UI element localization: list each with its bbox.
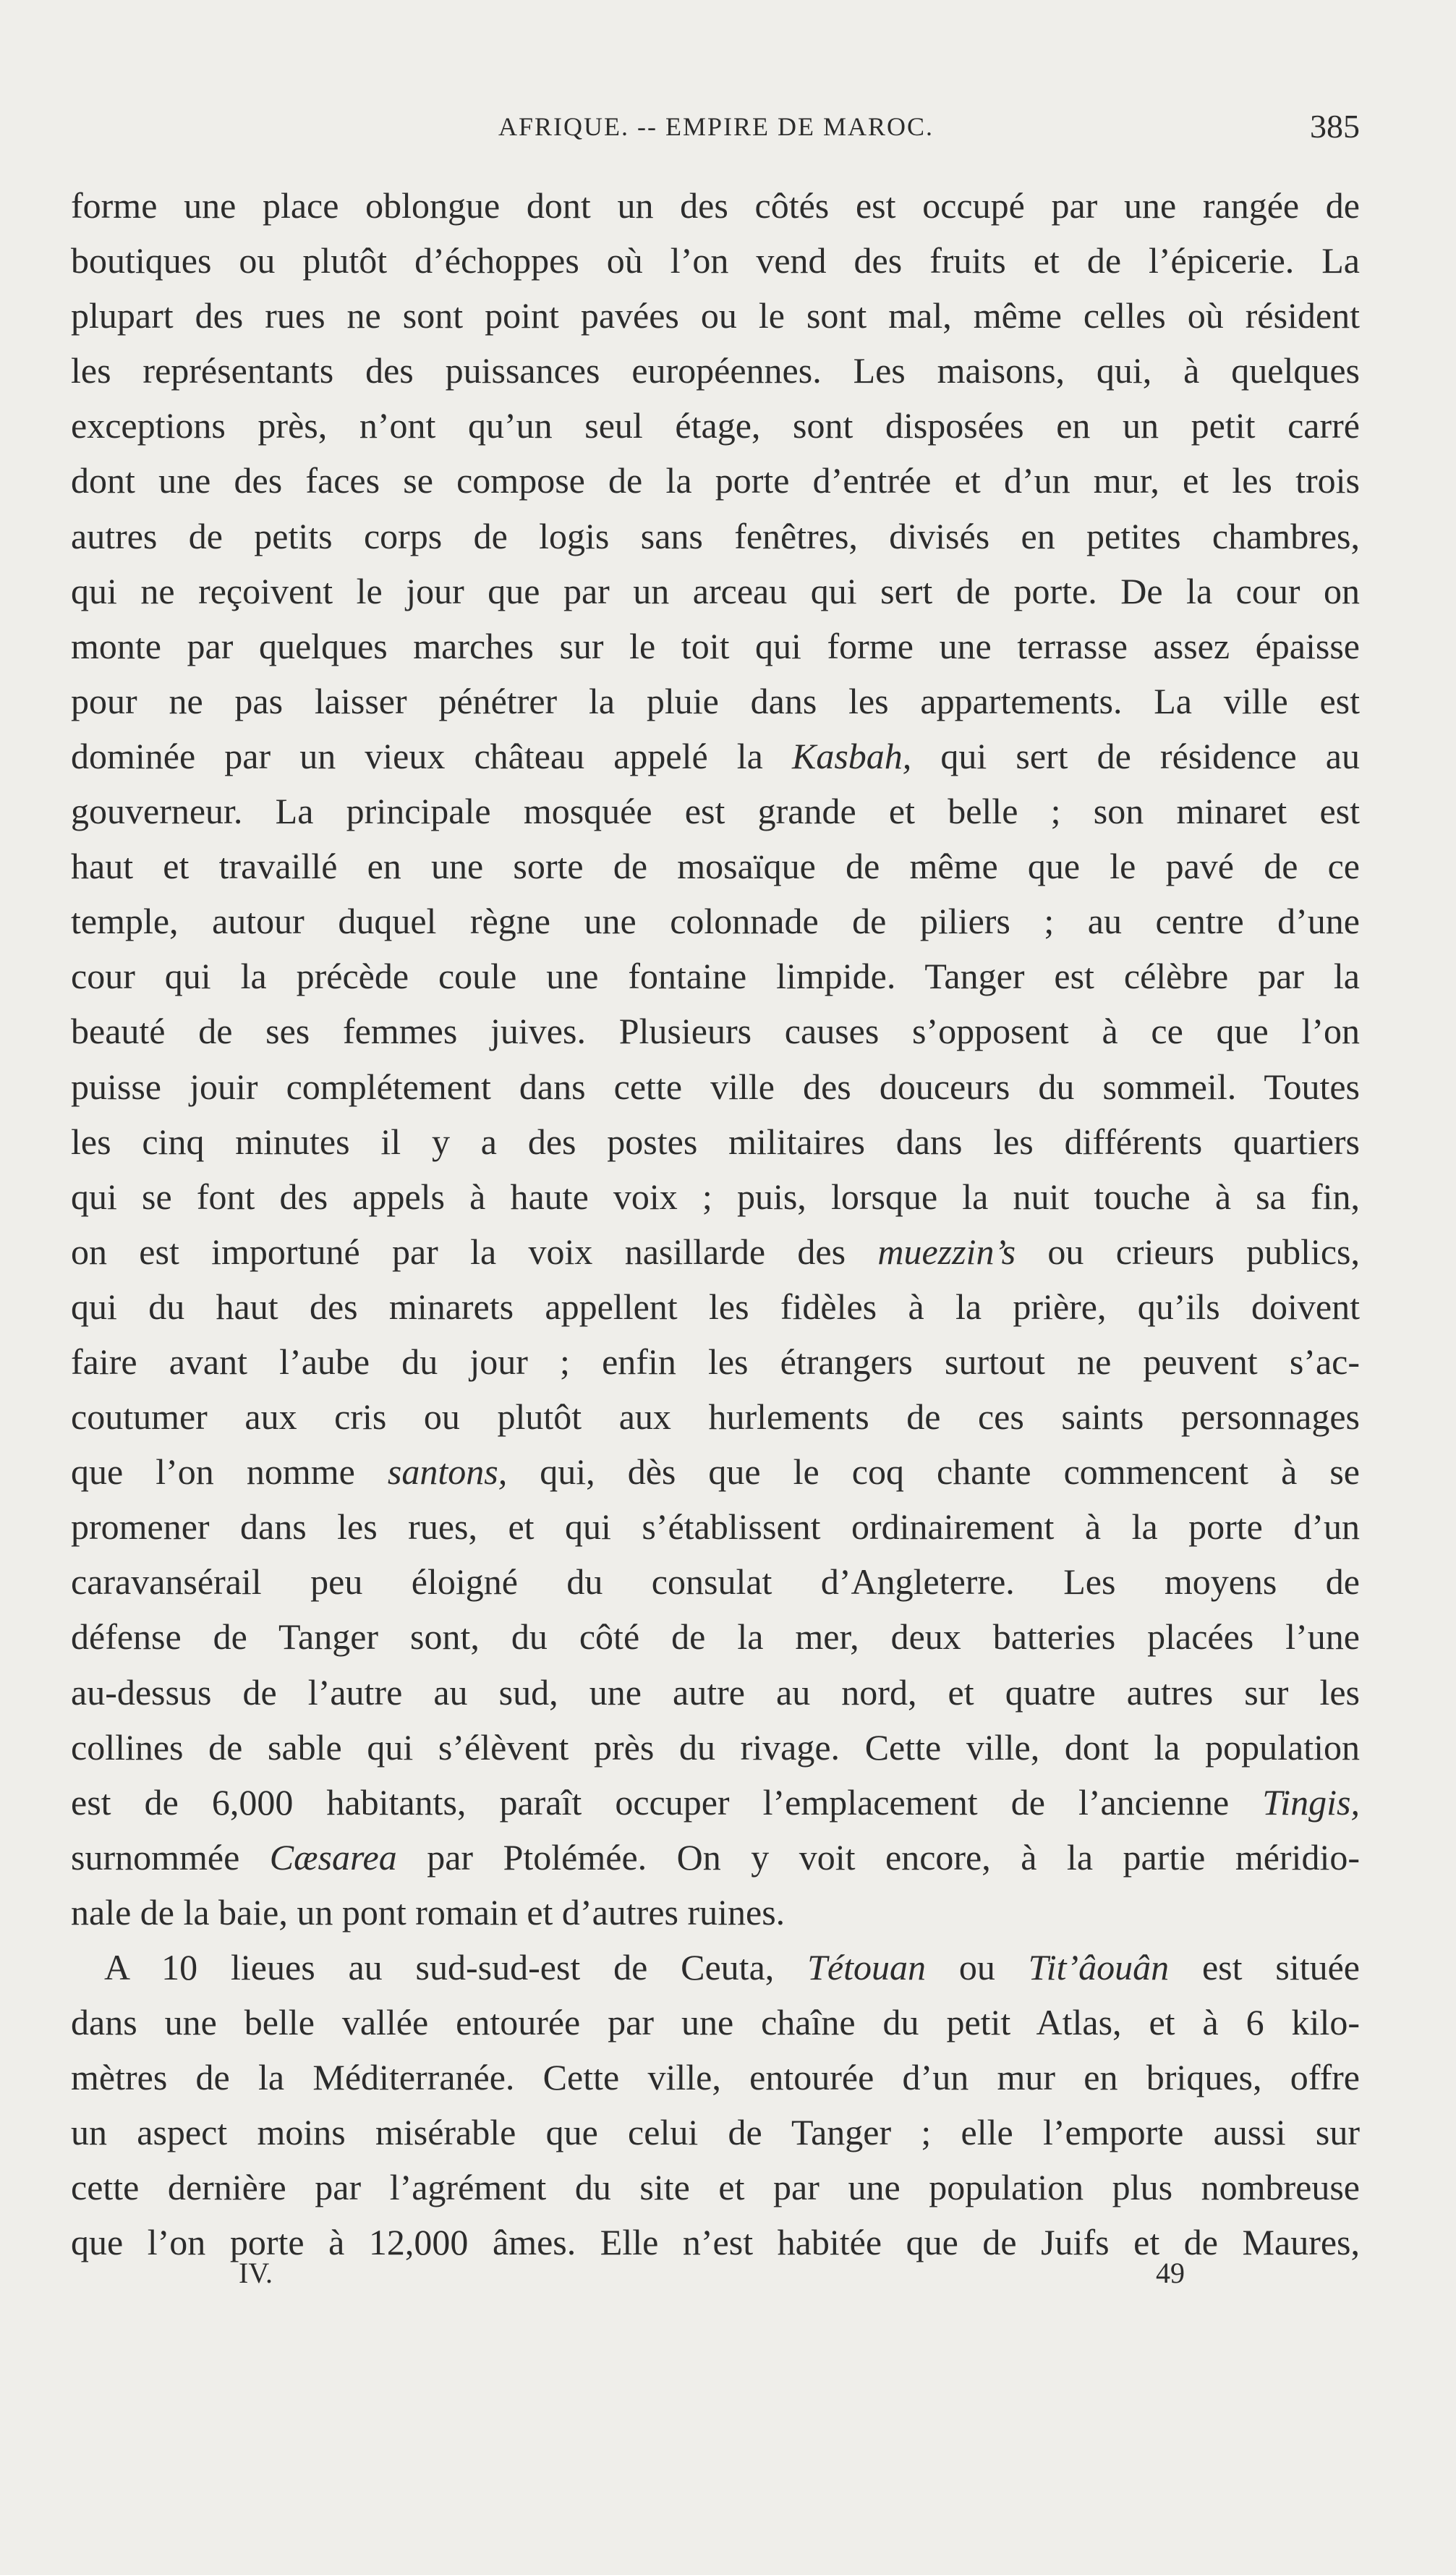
text-line: autres de petits corps de logis sans fenêtres, divisés en petites chambres,: [71, 515, 1360, 556]
text-line: dominée par un vieux château appelé la Kasbah, qui sert de résidence au: [71, 735, 1360, 776]
text-line: cette dernière par l’agrément du site et par une population plus nombreuse: [71, 2167, 1360, 2208]
text-line: on est importuné par la voix nasillarde des muezzin’s ou crieurs publics,: [71, 1231, 1360, 1272]
text-line: nale de la baie, un pont romain et d’autres ruines.: [71, 1891, 786, 1933]
text-line: forme une place oblongue dont un des côtés est occupé par une rangée de: [71, 185, 1360, 226]
text-line: A 10 lieues au sud-sud-est de Ceuta, Tétouan ou Tit’âouân est située: [104, 1947, 1360, 1988]
text-line: plupart des rues ne sont point pavées ou le sont mal, même celles où résident: [71, 295, 1360, 336]
text-line: un aspect moins misérable que celui de Tanger ; elle l’emporte aussi sur: [71, 2112, 1360, 2153]
italic-term: Kasbah,: [791, 735, 912, 776]
text-line: les représentants des puissances européennes. Les maisons, qui, à quelques: [71, 350, 1360, 391]
italic-term: Tétouan: [807, 1947, 926, 1988]
text-line: qui se font des appels à haute voix ; puis, lorsque la nuit touche à sa fin,: [71, 1176, 1360, 1217]
signature-mark: 49: [1156, 2257, 1185, 2289]
text-line: dans une belle vallée entourée par une chaîne du petit Atlas, et à 6 kilo-: [71, 2002, 1360, 2043]
text-line: temple, autour duquel règne une colonnade de piliers ; au centre d’une: [71, 901, 1360, 942]
text-line: puisse jouir complétement dans cette ville des douceurs du sommeil. Toutes: [71, 1066, 1360, 1107]
text-line: que l’on porte à 12,000 âmes. Elle n’est habitée que de Juifs et de Maures,: [71, 2222, 1360, 2263]
text-line: au-dessus de l’autre au sud, une autre au nord, et quatre autres sur les: [71, 1671, 1360, 1713]
text-line: gouverneur. La principale mosquée est grande et belle ; son minaret est: [71, 791, 1360, 832]
text-line: cour qui la précède coule une fontaine limpide. Tanger est célèbre par la: [71, 956, 1360, 997]
text-line: mètres de la Méditerranée. Cette ville, entourée d’un mur en briques, offre: [71, 2057, 1360, 2098]
text-line: boutiques ou plutôt d’échoppes où l’on vend des fruits et de l’épicerie. La: [71, 240, 1360, 281]
running-header: [72, 109, 1360, 152]
text-line: beauté de ses femmes juives. Plusieurs causes s’opposent à ce que l’on: [71, 1011, 1360, 1052]
text-line: coutumer aux cris ou plutôt aux hurlements de ces saints personnages: [71, 1396, 1360, 1438]
text-line: que l’on nomme santons, qui, dès que le coq chante commencent à se: [71, 1451, 1360, 1493]
text-line: dont une des faces se compose de la porte d’entrée et d’un mur, et les trois: [71, 460, 1360, 501]
text-line: pour ne pas laisser pénétrer la pluie dans les appartements. La ville est: [71, 680, 1360, 721]
italic-term: Tingis,: [1262, 1781, 1360, 1823]
text-line: promener dans les rues, et qui s’établissent ordinairement à la porte d’un: [71, 1506, 1360, 1548]
volume-number: IV.: [239, 2257, 273, 2289]
italic-term: Cæsarea: [269, 1836, 397, 1878]
text-line: est de 6,000 habitants, paraît occuper l’emplacement de l’ancienne Tingis,: [71, 1781, 1360, 1823]
text-line: qui du haut des minarets appellent les fidèles à la prière, qu’ils doivent: [71, 1286, 1360, 1327]
body-text: [71, 178, 1360, 2270]
italic-term: Tit’âouân: [1028, 1947, 1170, 1988]
text-line: les cinq minutes il y a des postes militaires dans les différents quartiers: [71, 1121, 1360, 1162]
text-line: surnommée Cæsarea par Ptolémée. On y voit encore, à la partie méridio-: [71, 1836, 1360, 1878]
page-number: 385: [1310, 108, 1360, 145]
text-line: qui ne reçoivent le jour que par un arceau qui sert de porte. De la cour on: [71, 570, 1360, 611]
text-line: caravansérail peu éloigné du consulat d’Angleterre. Les moyens de: [71, 1561, 1360, 1603]
running-title: AFRIQUE. -- EMPIRE DE MAROC.: [498, 112, 934, 141]
italic-term: santons,: [387, 1451, 508, 1493]
text-line: monte par quelques marches sur le toit qui forme une terrasse assez épaisse: [71, 625, 1360, 666]
page-footer: [72, 2252, 1302, 2295]
text-line: faire avant l’aube du jour ; enfin les étrangers surtout ne peuvent s’ac-: [71, 1341, 1360, 1382]
italic-term: muezzin’s: [877, 1231, 1016, 1272]
text-line: haut et travaillé en une sorte de mosaïque de même que le pavé de ce: [71, 846, 1360, 887]
text-line: défense de Tanger sont, du côté de la mer, deux batteries placées l’une: [71, 1616, 1360, 1658]
text-line: exceptions près, n’ont qu’un seul étage, sont disposées en un petit carré: [71, 405, 1360, 446]
text-line: collines de sable qui s’élèvent près du rivage. Cette ville, dont la population: [71, 1726, 1360, 1768]
